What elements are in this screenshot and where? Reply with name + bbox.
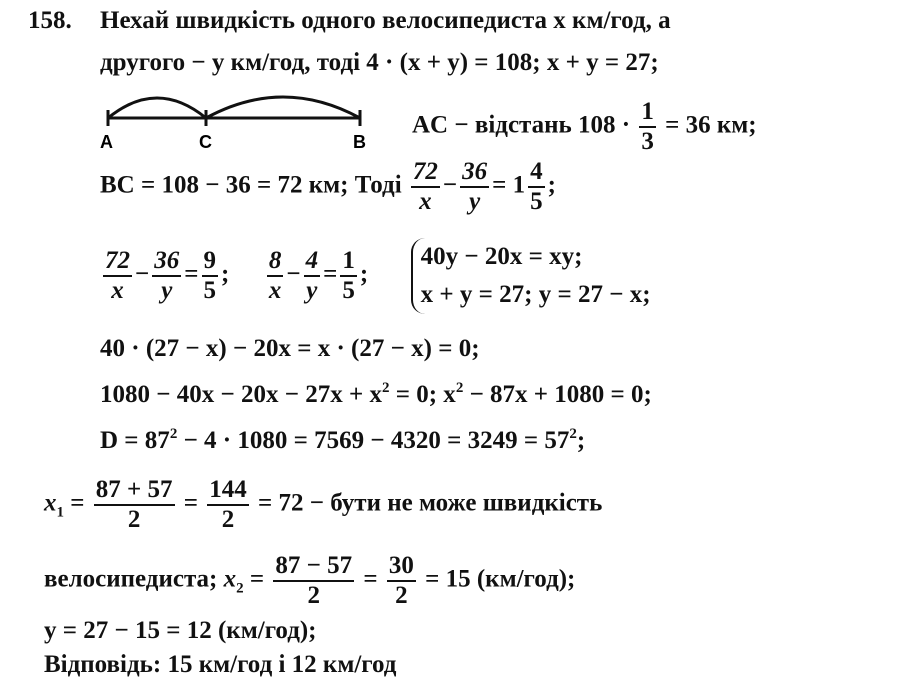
numerator: 36 xyxy=(152,247,181,277)
equals-sign: = xyxy=(70,489,85,517)
denominator: 2 xyxy=(307,582,320,609)
fraction-4-y xyxy=(304,247,321,305)
denominator: 5 xyxy=(203,277,216,304)
diagram-arc-cb xyxy=(206,97,360,118)
fraction-equations-line xyxy=(100,238,651,314)
numerator: 87 − 57 xyxy=(273,552,354,582)
substitution-line: 40 · (27 − x) − 20x = x · (27 − x) = 0; xyxy=(100,335,480,362)
variable-x: x xyxy=(44,489,57,517)
exponent: 2 xyxy=(169,426,178,442)
denominator: x xyxy=(111,277,124,304)
equation-system xyxy=(411,238,651,314)
subscript: 2 xyxy=(236,580,244,597)
distance-diagram xyxy=(98,84,373,154)
y-value-line: y = 27 − 15 = 12 (км/год); xyxy=(44,617,317,644)
numerator: 4 xyxy=(528,158,545,188)
denominator: 5 xyxy=(530,188,543,215)
root-x2-result: = 15 (км/год); xyxy=(425,565,576,593)
semicolon: ; xyxy=(359,260,369,288)
denominator: x xyxy=(268,277,282,304)
problem-statement-line2: другого − y км/год, тоді 4 · (x + y) = 108; x + y = 27; xyxy=(100,49,659,76)
exponent: 2 xyxy=(569,426,577,442)
fraction-36-y xyxy=(460,158,489,216)
root-x1-result: = 72 − бути не може швидкість xyxy=(258,489,603,517)
semicolon: ; xyxy=(576,427,586,454)
fraction-144-2 xyxy=(207,476,249,534)
answer-line xyxy=(44,650,396,680)
numerator: 1 xyxy=(639,98,656,128)
discriminant-text: − 4 · 1080 = 7569 − 4320 = 3249 = 57 xyxy=(177,427,570,454)
root-x2-lead: велосипедиста; xyxy=(44,565,218,593)
equals-sign: = xyxy=(184,260,199,288)
quadratic-text: − 87x + 1080 = 0; xyxy=(463,381,652,408)
numerator: 87 + 57 xyxy=(94,476,175,506)
numerator: 8 xyxy=(267,247,284,277)
discriminant-text: D = 87 xyxy=(100,427,170,454)
fraction-9-5 xyxy=(202,247,219,305)
discriminant-line xyxy=(100,426,585,456)
equals-whole: = 1 xyxy=(492,171,526,199)
fraction-4-5 xyxy=(528,158,545,216)
denominator: 3 xyxy=(641,128,654,155)
semicolon: ; xyxy=(221,260,230,288)
expansion-text: 1080 − 40x − 20x − 27x + x xyxy=(100,381,382,408)
minus-sign: − xyxy=(442,171,458,199)
numerator: 1 xyxy=(340,247,357,277)
denominator: y xyxy=(469,188,481,215)
numerator: 30 xyxy=(387,552,416,582)
fraction-one-third xyxy=(639,98,656,156)
subscript: 1 xyxy=(56,504,64,521)
numerator: 4 xyxy=(304,247,321,277)
diagram-label-a: A xyxy=(100,132,113,152)
ac-text: AC − відстань 108 · xyxy=(412,111,631,139)
fraction-8-x xyxy=(267,247,284,305)
denominator: y xyxy=(161,277,173,304)
diagram-label-c: C xyxy=(199,132,212,152)
answer-text: 15 км/год і 12 км/год xyxy=(161,651,397,678)
exponent: 2 xyxy=(381,380,390,396)
denominator: 2 xyxy=(395,582,408,609)
equals-sign: = xyxy=(363,565,378,593)
denominator: 5 xyxy=(342,277,355,304)
answer-label: Відповідь: xyxy=(44,651,162,678)
ac-distance-line xyxy=(412,98,757,156)
minus-sign: − xyxy=(135,260,150,288)
numerator: 36 xyxy=(460,158,489,188)
expansion-text: = 0; x xyxy=(389,381,456,408)
denominator: 2 xyxy=(127,506,141,533)
numerator: 144 xyxy=(207,476,249,506)
system-equation-1: 40y − 20x = xy; xyxy=(420,243,583,270)
fraction-87-minus-57 xyxy=(273,552,354,610)
equals-sign: = xyxy=(183,489,198,517)
problem-statement-line1: Нехай швидкість одного велосипедиста x км/год, а xyxy=(100,7,671,34)
equals-sign: = xyxy=(249,565,265,593)
system-equation-2: x + y = 27; y = 27 − x; xyxy=(420,281,651,308)
minus-sign: − xyxy=(286,260,301,288)
diagram-label-b: B xyxy=(353,132,366,152)
problem-number: 158. xyxy=(28,7,72,34)
numerator: 72 xyxy=(103,247,132,277)
bc-text: BC = 108 − 36 = 72 км; Тоді xyxy=(100,171,402,199)
exponent: 2 xyxy=(455,380,464,396)
denominator: y xyxy=(306,277,318,304)
diagram-arc-ac xyxy=(108,98,206,118)
equals-sign: = xyxy=(323,260,338,288)
root-x1-line xyxy=(44,476,602,534)
fraction-30-2 xyxy=(387,552,416,610)
fraction-87-plus-57 xyxy=(94,476,175,534)
fraction-1-5 xyxy=(340,247,357,305)
fraction-72-x xyxy=(411,158,440,216)
variable-x: x xyxy=(223,565,237,593)
semicolon: ; xyxy=(547,171,556,199)
numerator: 72 xyxy=(411,158,440,188)
numerator: 9 xyxy=(202,247,219,277)
denominator: x xyxy=(419,188,432,215)
fraction-36-y xyxy=(152,247,181,305)
denominator: 2 xyxy=(221,506,235,533)
ac-result: = 36 км; xyxy=(665,111,757,139)
root-x2-line xyxy=(44,552,575,610)
bc-equation-line xyxy=(100,158,556,216)
quadratic-line xyxy=(100,380,652,410)
fraction-72-x xyxy=(103,247,132,305)
